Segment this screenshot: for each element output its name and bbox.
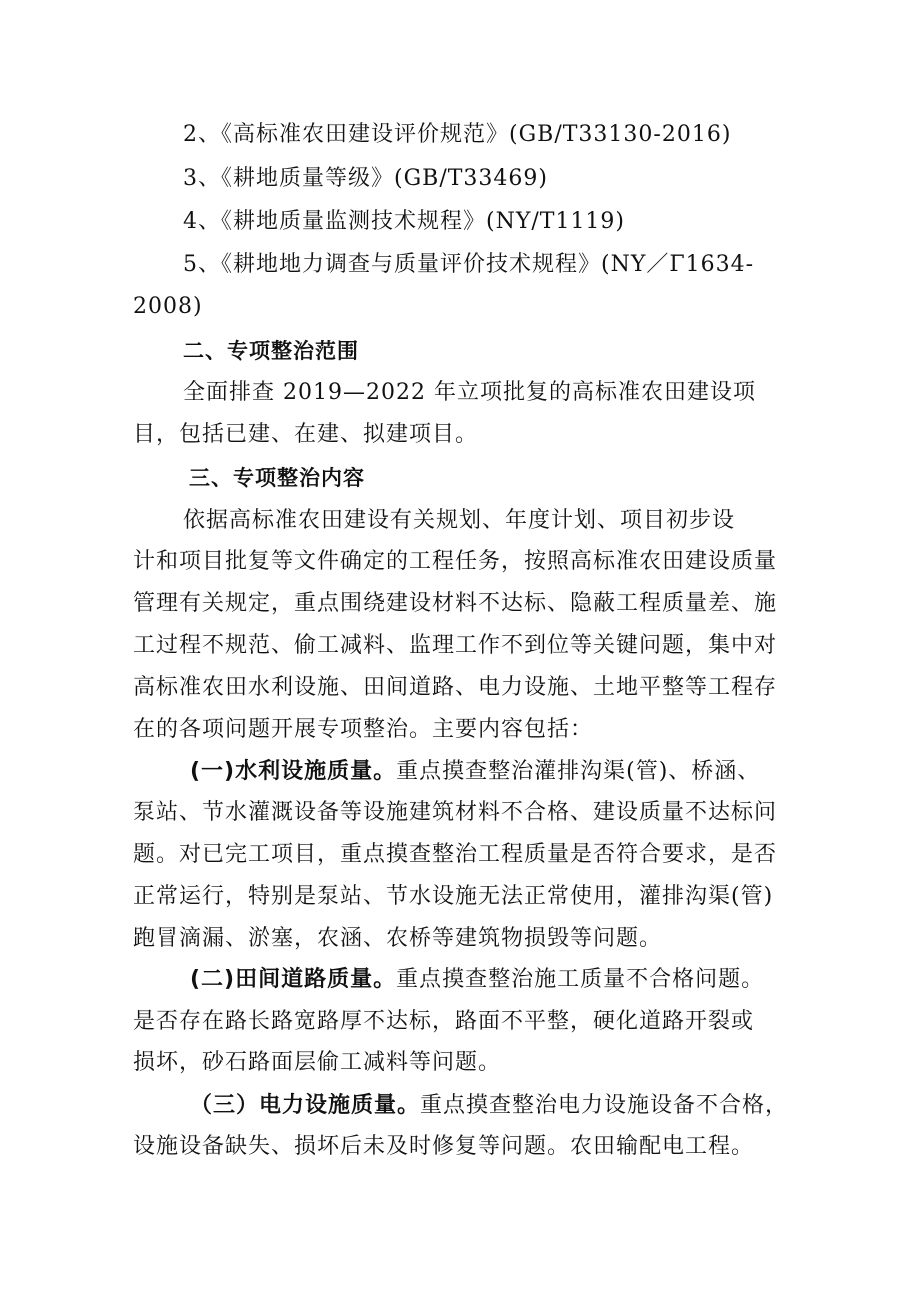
paragraph-line: 设施设备缺失、损坏后未及时修复等问题。农田输配电工程。 xyxy=(133,1134,755,1159)
section-heading-content: 三、专项整治内容 xyxy=(189,466,365,490)
paragraph-line: 题。对已完工项目，重点摸查整治工程质量是否符合要求，是否 xyxy=(133,842,778,867)
item-power-facilities xyxy=(190,1091,788,1121)
paragraph-line: 依据高标准农田建设有关规划、年度计划、项目初步设 xyxy=(183,508,736,533)
paragraph-line: 工过程不规范、偷工减料、监理工作不到位等关键问题，集中对 xyxy=(133,633,778,658)
paragraph-line: 是否存在路长路宽路厚不达标，路面不平整，硬化道路开裂或 xyxy=(133,1009,755,1034)
reference-item-continued: 2008) xyxy=(133,294,203,319)
paragraph-line: 高标准农田水利设施、田间道路、电力设施、土地平整等工程存 xyxy=(133,675,778,700)
item-title: (一)水利设施质量。 xyxy=(190,759,397,784)
item-title: （三）电力设施质量。 xyxy=(190,1093,421,1118)
reference-item: 4、《耕地质量监测技术规程》(NY/T1119) xyxy=(183,209,626,234)
reference-item: 5、《耕地地力调查与质量评价技术规程》(NY／Γ1634- xyxy=(183,252,755,277)
item-text: 重点摸查整治灌排沟渠(管)、桥涵、 xyxy=(396,759,761,784)
paragraph-line: 管理有关规定，重点围绕建设材料不达标、隐蔽工程质量差、施 xyxy=(133,591,778,616)
paragraph-line: 在的各项问题开展专项整治。主要内容包括： xyxy=(133,717,594,742)
paragraph-line: 跑冒滴漏、淤塞，农涵、农桥等建筑物损毁等问题。 xyxy=(133,926,663,951)
paragraph-line: 全面排查 2019—2022 年立项批复的高标准农田建设项 xyxy=(183,380,756,405)
item-field-roads xyxy=(190,965,764,995)
reference-item: 2、《高标准农田建设评价规范》(GB/T33130-2016) xyxy=(183,122,732,147)
paragraph-line: 目，包括已建、在建、拟建项目。 xyxy=(133,422,479,447)
item-text: 重点摸查整治电力设施设备不合格， xyxy=(420,1093,789,1118)
item-water-facilities xyxy=(190,757,760,787)
paragraph-line: 正常运行，特别是泵站、节水设施无法正常使用，灌排沟渠(管) xyxy=(133,884,774,909)
section-heading-scope: 二、专项整治范围 xyxy=(183,339,359,363)
reference-item: 3、《耕地质量等级》(GB/T33469) xyxy=(183,166,548,191)
item-title: (二)田间道路质量。 xyxy=(190,967,397,992)
paragraph-line: 计和项目批复等文件确定的工程任务，按照高标准农田建设质量 xyxy=(133,549,778,574)
paragraph-line: 损坏，砂石路面层偷工减料等问题。 xyxy=(133,1050,502,1075)
item-text: 重点摸查整治施工质量不合格问题。 xyxy=(396,967,765,992)
paragraph-line: 泵站、节水灌溉设备等设施建筑材料不合格、建设质量不达标问 xyxy=(133,800,778,825)
